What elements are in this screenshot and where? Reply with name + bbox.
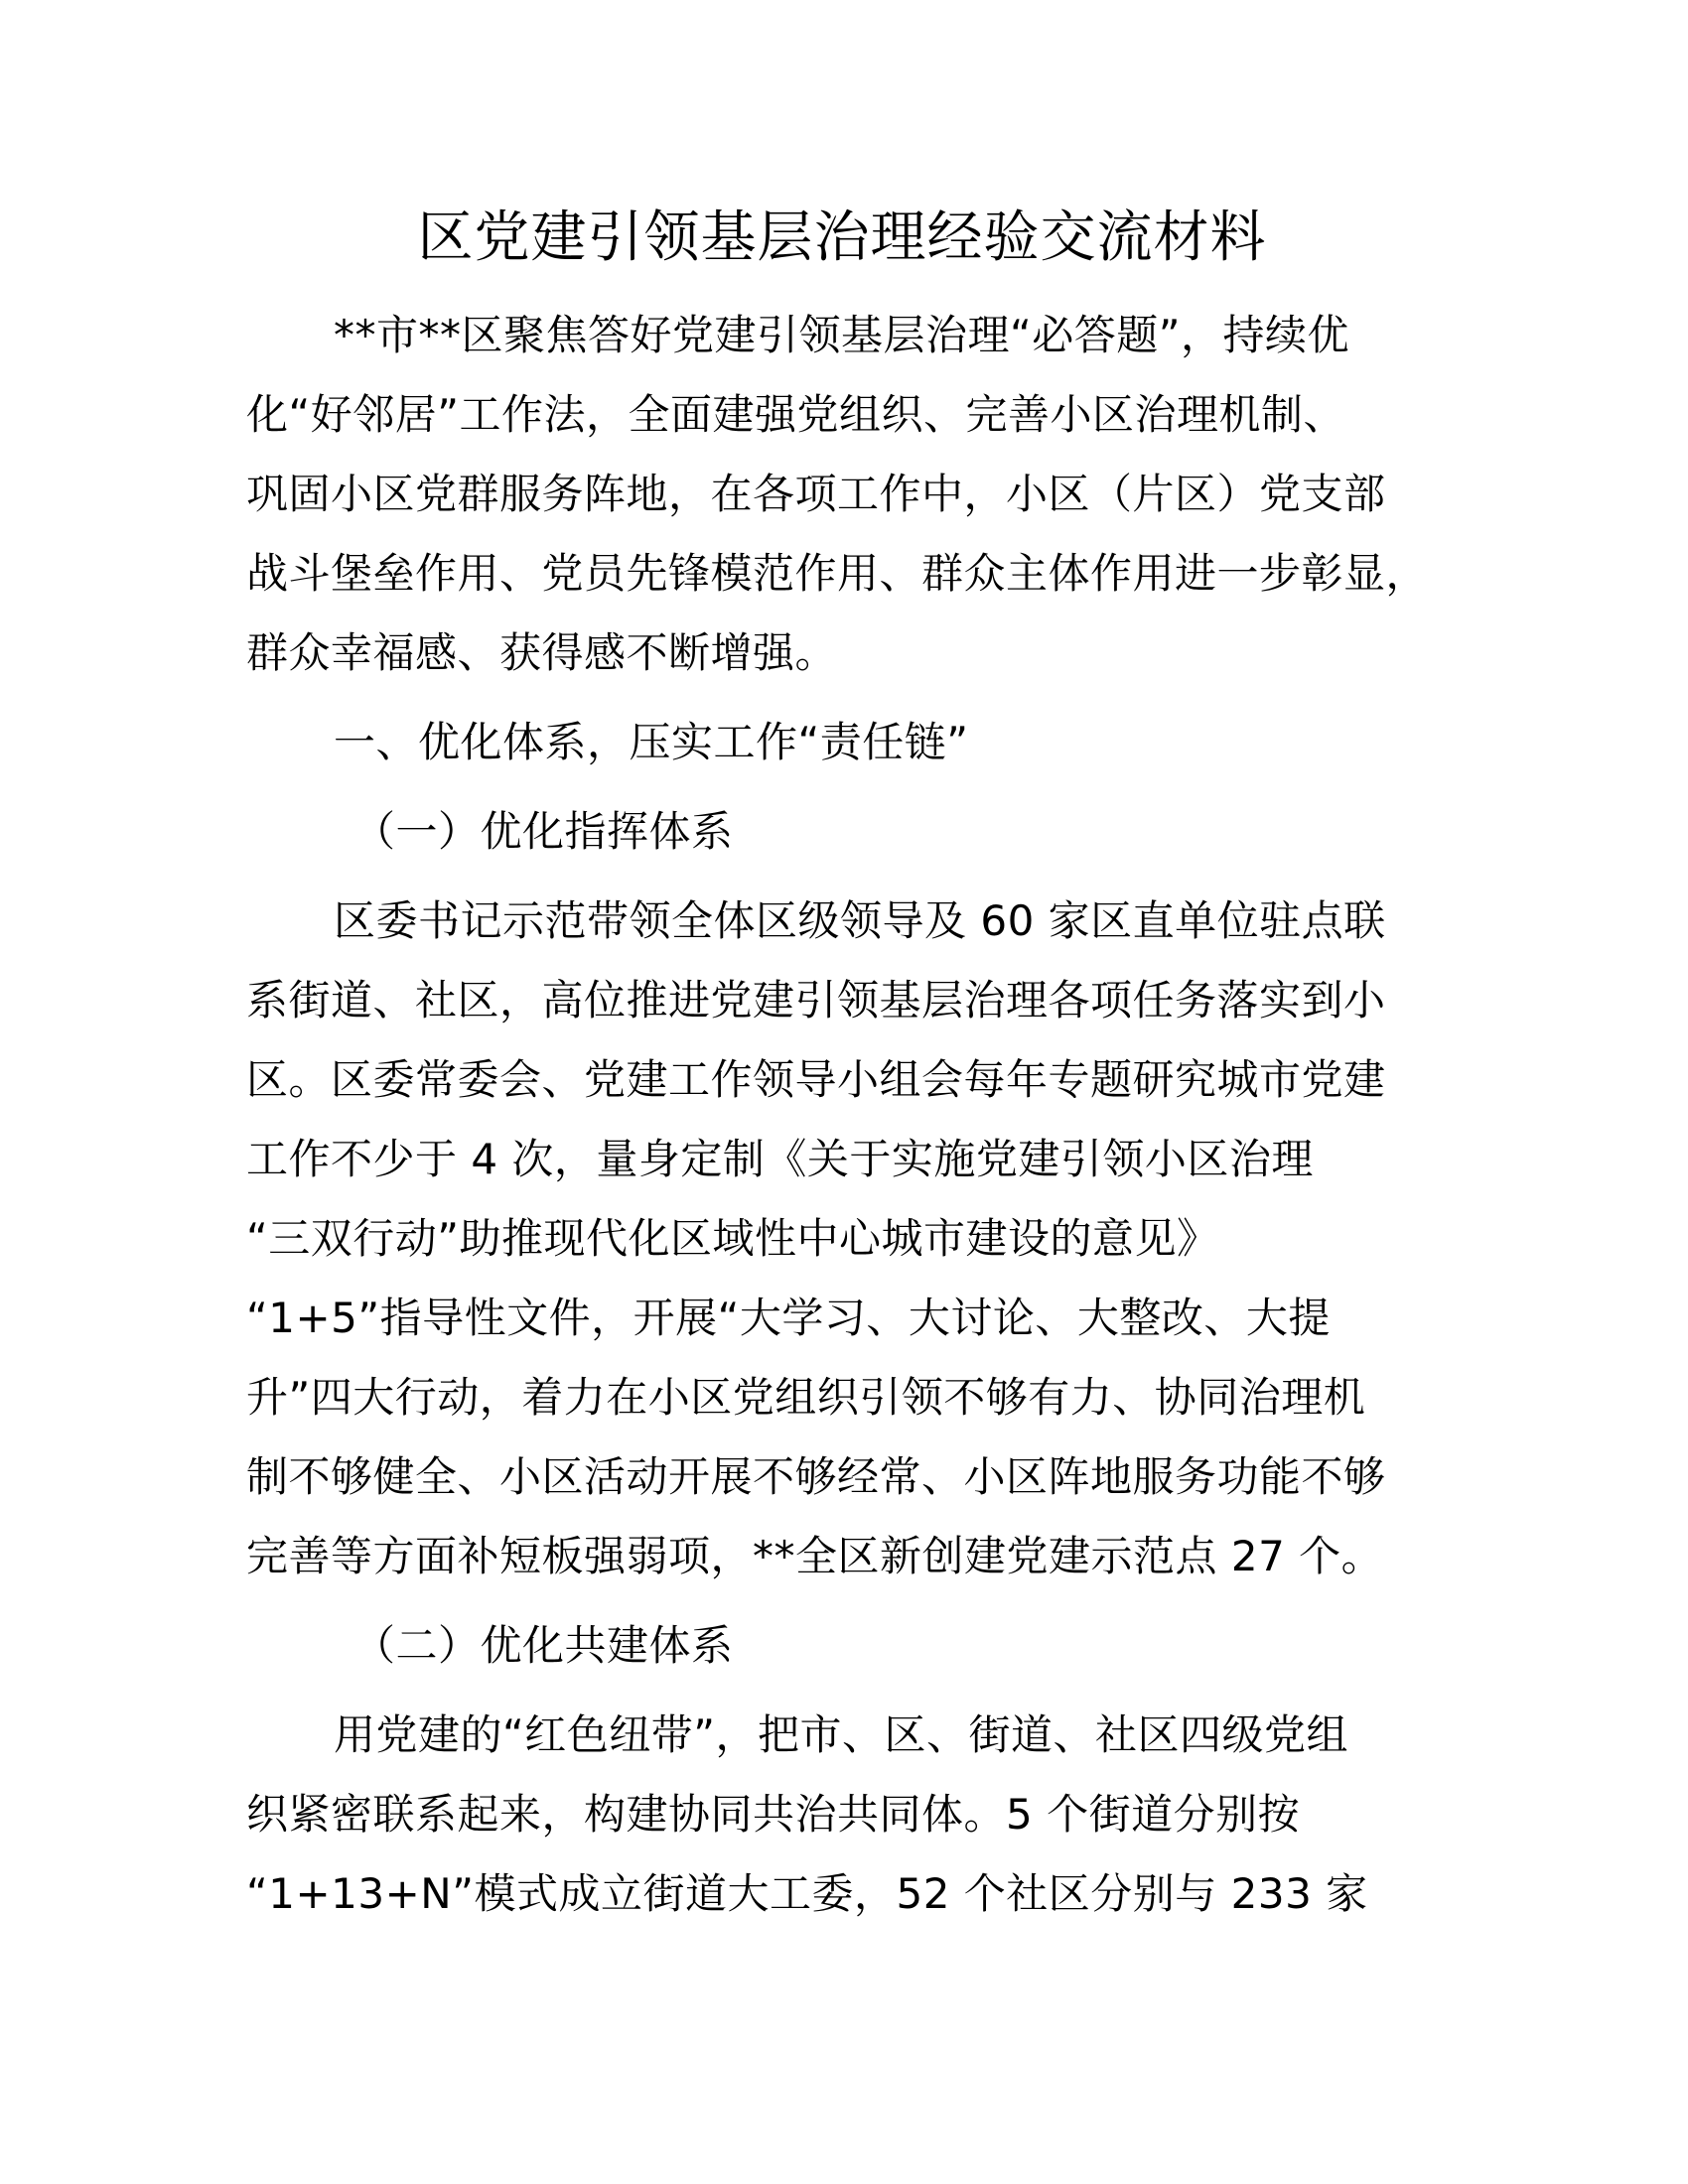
paragraph-line: 工作不少于 4 次，量身定制《关于实施党建引领小区治理 — [246, 1135, 1314, 1183]
paragraph-line: 用党建的“红色纽带”，把市、区、街道、社区四级党组 — [334, 1710, 1349, 1759]
paragraph-line: “1+13+N”模式成立街道大工委，52 个社区分别与 233 家 — [246, 1869, 1368, 1918]
section-heading: 一、优化体系，压实工作“责任链” — [334, 718, 969, 766]
paragraph-line: 制不够健全、小区活动开展不够经常、小区阵地服务功能不够 — [246, 1452, 1386, 1501]
paragraph-line: “三双行动”助推现代化区域性中心城市建设的意见》 — [246, 1214, 1219, 1263]
paragraph-line: **市**区聚焦答好党建引领基层治理“必答题”，持续优 — [334, 311, 1350, 359]
paragraph-line: 系街道、社区，高位推进党建引领基层治理各项任务落实到小 — [246, 976, 1386, 1024]
paragraph-line: 完善等方面补短板强弱项，**全区新创建党建示范点 27 个。 — [246, 1532, 1384, 1580]
paragraph-line: “1+5”指导性文件，开展“大学习、大讨论、大整改、大提 — [246, 1294, 1331, 1342]
paragraph-line: 区。区委常委会、党建工作领导小组会每年专题研究城市党建 — [246, 1055, 1386, 1104]
paragraph-line: 巩固小区党群服务阵地，在各项工作中，小区（片区）党支部 — [246, 470, 1386, 518]
paragraph-line: 升”四大行动，着力在小区党组织引领不够有力、协同治理机 — [246, 1373, 1366, 1422]
paragraph-line: 群众幸福感、获得感不断增强。 — [246, 628, 838, 677]
paragraph-line: 化“好邻居”工作法，全面建强党组织、完善小区治理机制、 — [246, 390, 1346, 439]
subsection-heading: （一）优化指挥体系 — [353, 807, 734, 856]
subsection-heading: （二）优化共建体系 — [353, 1621, 734, 1670]
document-title: 区党建引领基层治理经验交流材料 — [417, 205, 1267, 270]
paragraph-line: 织紧密联系起来，构建协同共治共同体。5 个街道分别按 — [246, 1790, 1301, 1839]
paragraph-line: 战斗堡垒作用、党员先锋模范作用、群众主体作用进一步彰显， — [246, 549, 1429, 598]
paragraph-line: 区委书记示范带领全体区级领导及 60 家区直单位驻点联 — [334, 896, 1386, 945]
